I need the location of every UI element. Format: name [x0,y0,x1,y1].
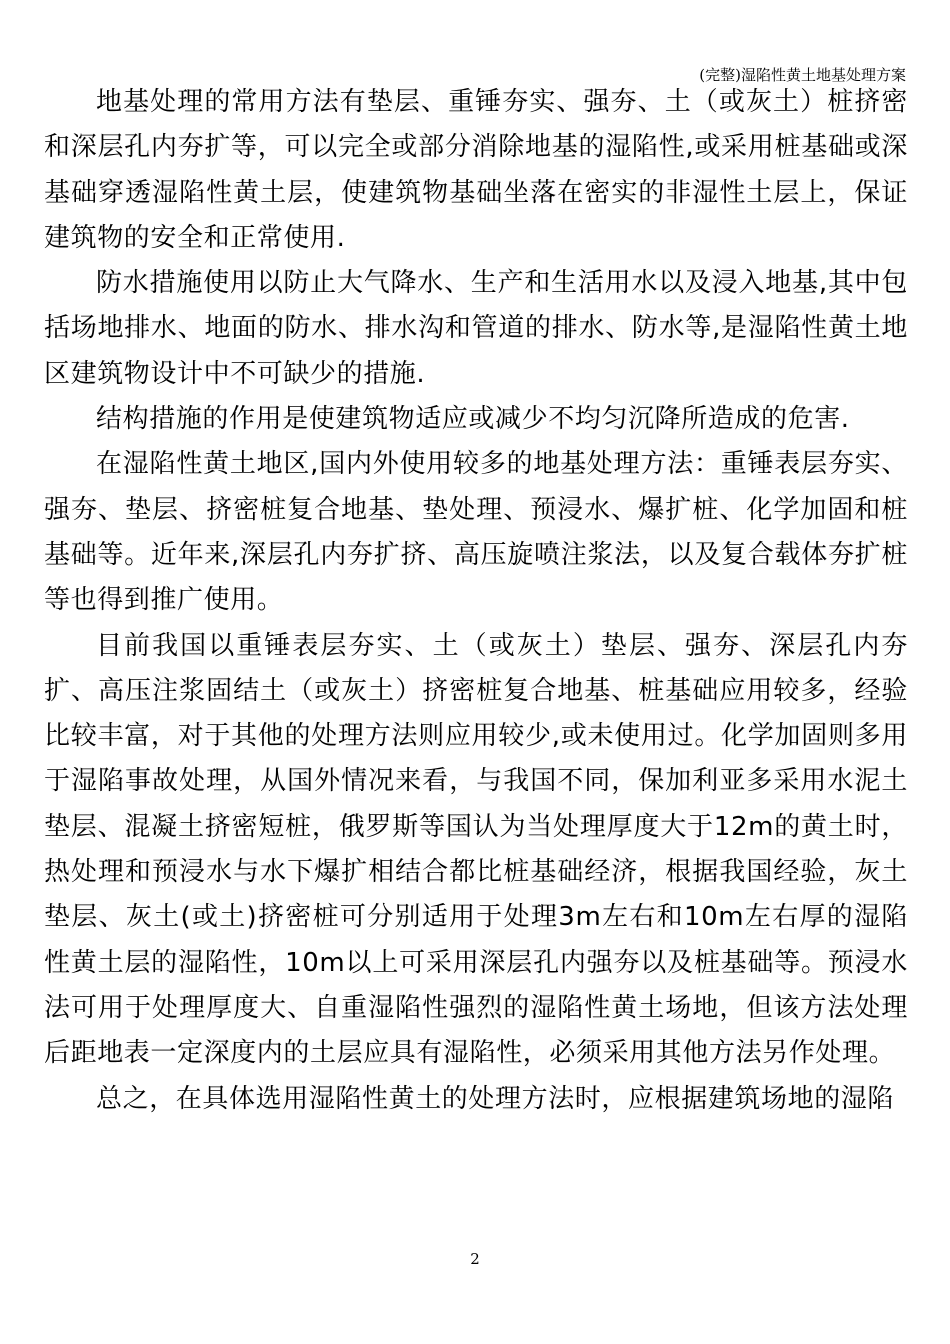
page-number: 2 [470,1250,480,1268]
document-body [44,80,908,1122]
paragraph-structural-measures: 结构措施的作用是使建筑物适应或减少不均匀沉降所造成的危害. [96,404,850,435]
paragraph-conclusion: 总之，在具体选用湿陷性黄土的处理方法时，应根据建筑场地的湿陷 [96,1083,895,1114]
paragraph-common-methods: 在湿陷性黄土地区,国内外使用较多的地基处理方法：重锤表层夯实、强夯、垫层、挤密桩复合地基、垫处理、预浸水、爆扩桩、化学加固和桩基础等。近年来,深层孔内夯扩挤、高压旋喷注浆法，以及复合载体夯扩桩等也得到推广使用。 [44,449,908,616]
paragraph-waterproofing: 防水措施使用以防止大气降水、生产和生活用水以及浸入地基,其中包括场地排水、地面的防水、排水沟和管道的排水、防水等,是湿陷性黄土地区建筑物设计中不可缺少的措施. [44,268,908,389]
paragraph-domestic-practice: 目前我国以重锤表层夯实、土（或灰土）垫层、强夯、深层孔内夯扩、高压注浆固结土（或灰土）挤密桩复合地基、桩基础应用较多，经验比较丰富，对于其他的处理方法则应用较少,或未使用过。化学加固则多用于湿陷事故处理，从国外情况来看，与我国不同，保加利亚多采用水泥土垫层、混凝土挤密短桩，俄罗斯等国认为当处理厚度大于12m的黄土时，热处理和预浸水与水下爆扩相结合都比桩基础经济，根据我国经验，灰土垫层、灰土(或土)挤密桩可分别适用于处理3m左右和10m左右厚的湿陷性黄土层的湿陷性，10m以上可采用深层孔内强夯以及桩基础等。预浸水法可用于处理厚度大、自重湿陷性强烈的湿陷性黄土场地，但该方法处理后距地表一定深度内的土层应具有湿陷性，必须采用其他方法另作处理。 [44,630,908,1069]
document-header-title: (完整)湿陷性黄土地基处理方案 [699,66,906,84]
paragraph-foundation-methods: 地基处理的常用方法有垫层、重锤夯实、强夯、土（或灰土）桩挤密和深层孔内夯扩等，可以完全或部分消除地基的湿陷性,或采用桩基础或深基础穿透湿陷性黄土层，使建筑物基础坐落在密实的非湿性土层上，保证建筑物的安全和正常使用. [44,87,908,253]
